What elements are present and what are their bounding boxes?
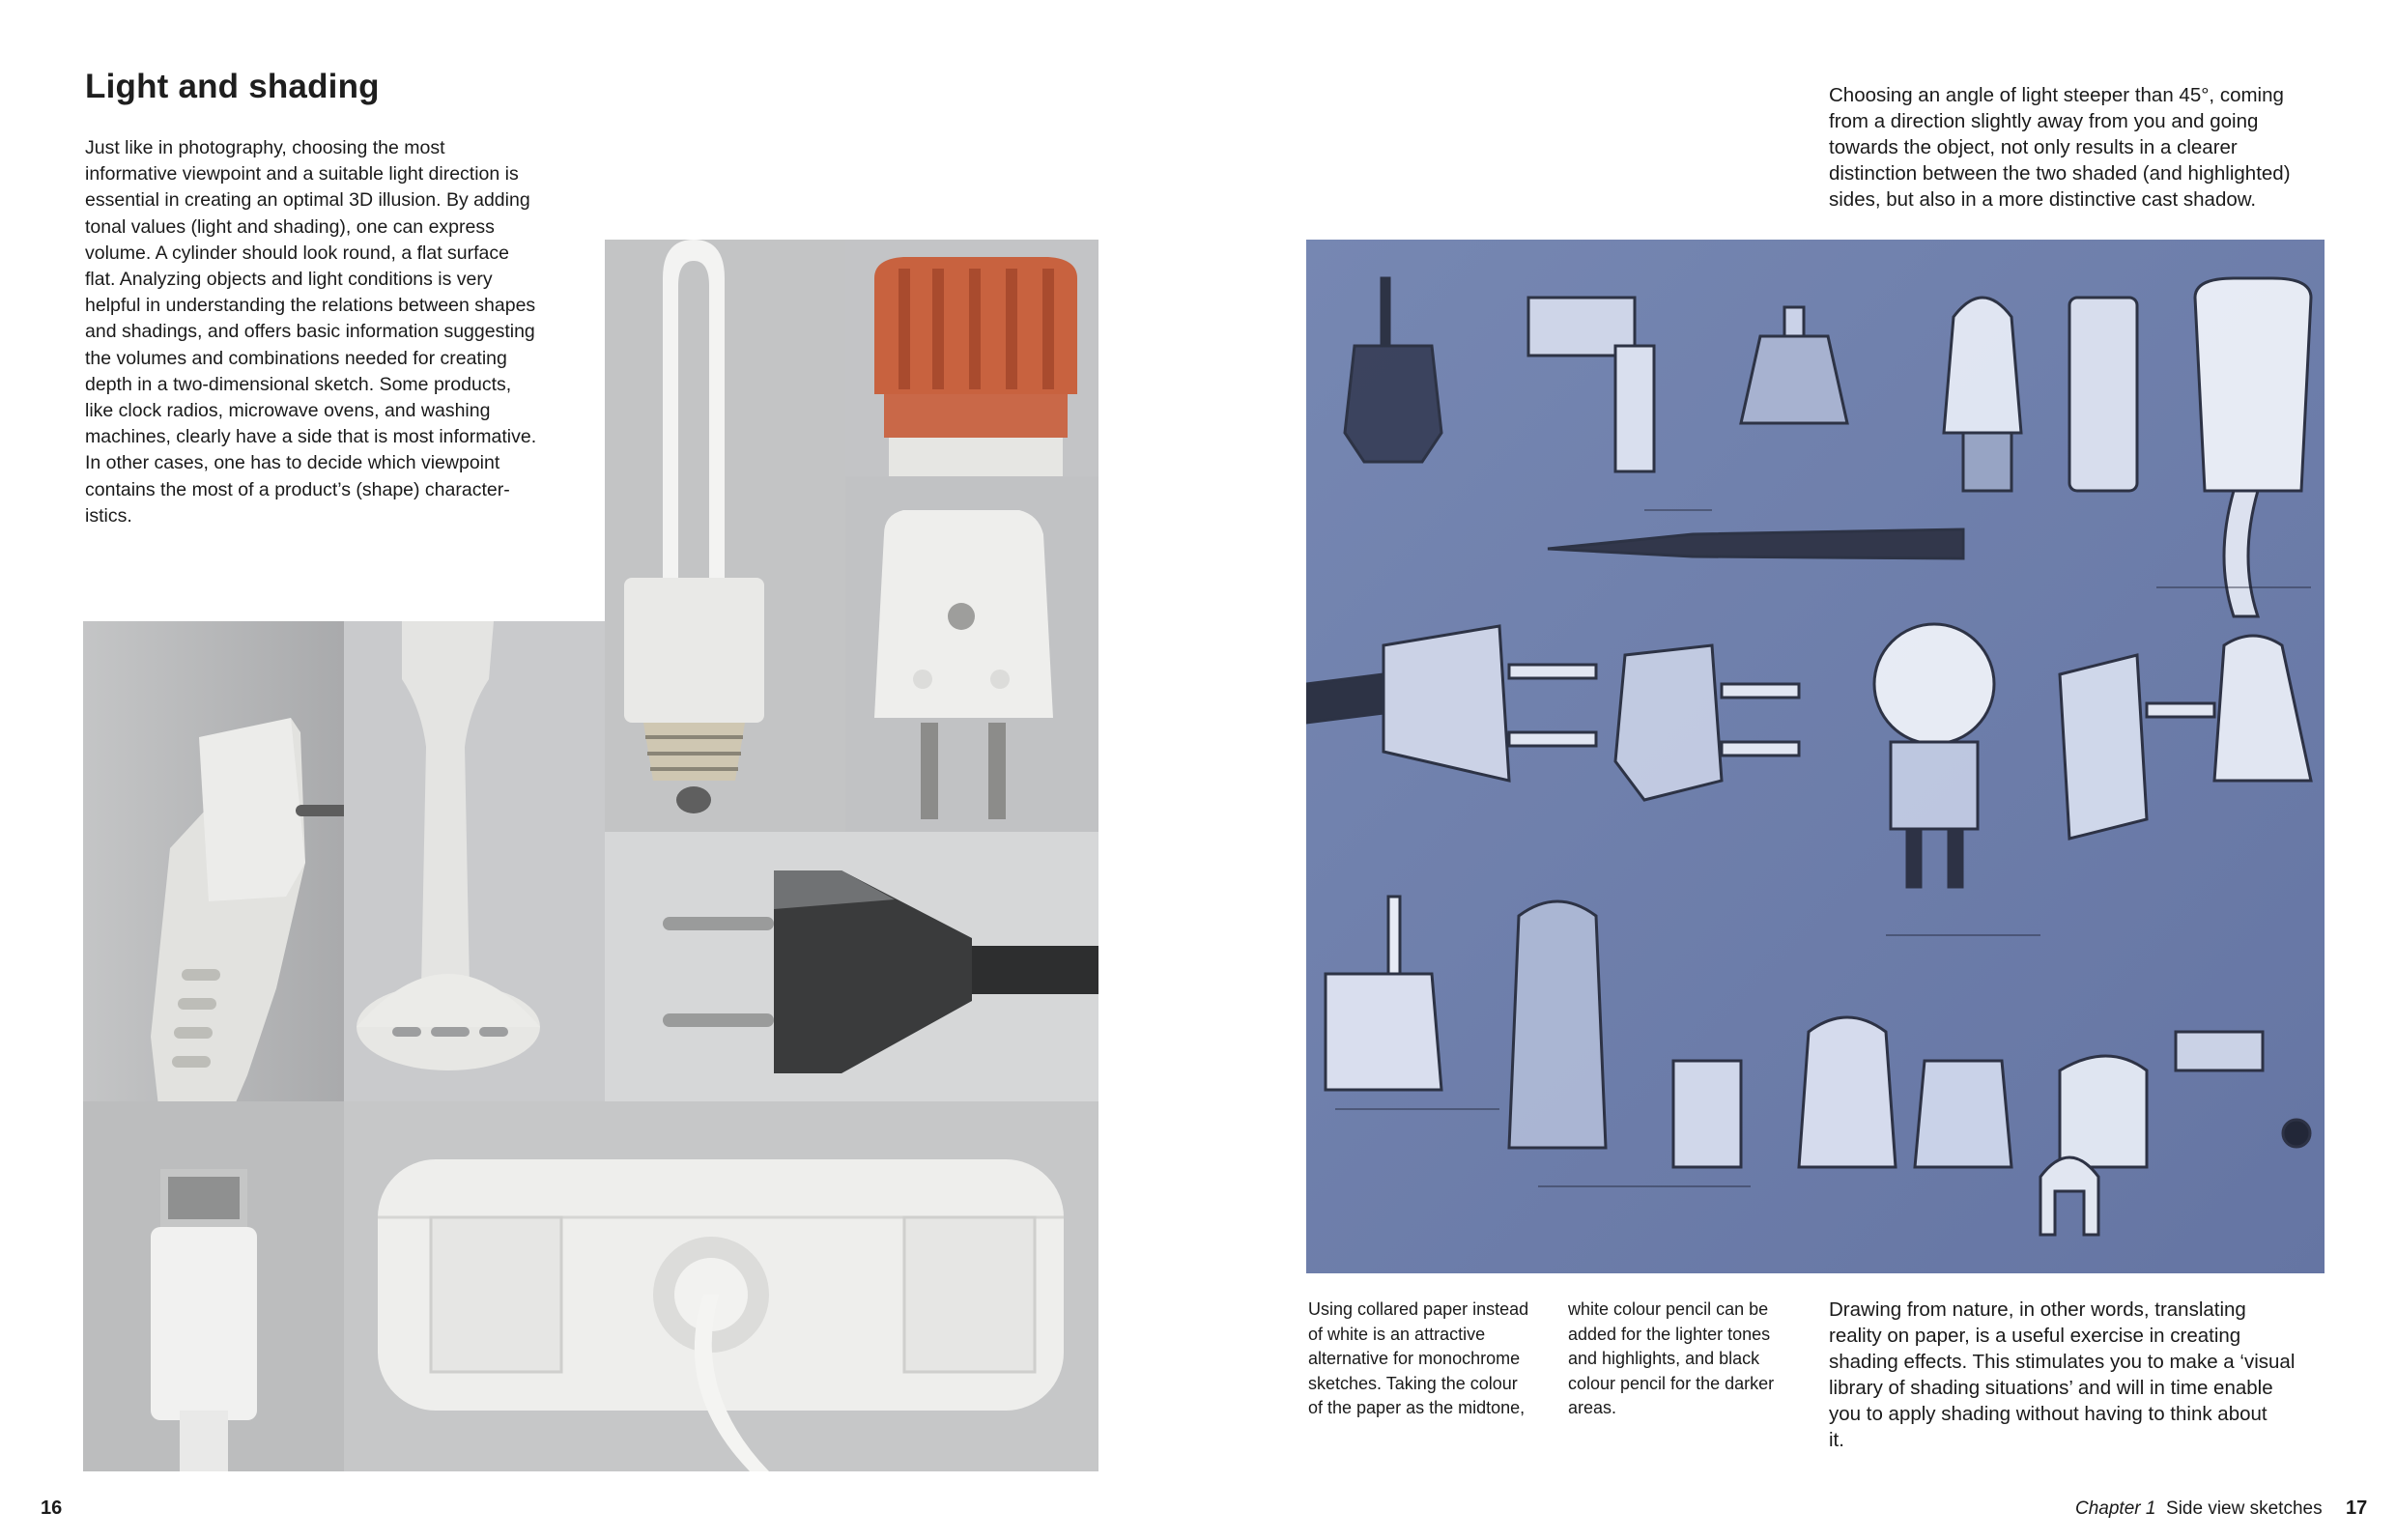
note-line: Choosing an angle of light steeper than 45°, coming bbox=[1829, 84, 2284, 106]
intro-line: essential in creating an optimal 3D illusion. By adding bbox=[85, 189, 530, 212]
hand-blender-photo bbox=[344, 621, 605, 1101]
intro-line: like clock radios, microwave ovens, and washing bbox=[85, 400, 491, 422]
orange-cap-photo bbox=[845, 240, 1098, 476]
intro-line: volume. A cylinder should look round, a flat surface bbox=[85, 242, 509, 264]
caption-line: Using collared paper instead bbox=[1308, 1299, 1529, 1319]
euro-plug-photo bbox=[605, 832, 1098, 1101]
caption-line: added for the lighter tones bbox=[1568, 1324, 1771, 1344]
light-angle-note bbox=[1829, 82, 2291, 213]
caption-line: white colour pencil can be bbox=[1568, 1299, 1769, 1319]
caption-line: colour pencil for the darker bbox=[1568, 1373, 1775, 1393]
caption-line: sketches. Taking the colour bbox=[1308, 1373, 1518, 1393]
intro-line: depth in a two-dimensional sketch. Some products, bbox=[85, 373, 512, 395]
page-title: Light and shading bbox=[85, 68, 380, 105]
cfl-bulb-photo bbox=[605, 240, 845, 832]
intro-line: the volumes and combinations needed for creating bbox=[85, 347, 507, 369]
intro-line: helpful in understanding the relations between shapes bbox=[85, 295, 536, 317]
intro-line: Just like in photography, choosing the most bbox=[85, 137, 445, 158]
note-line: towards the object, not only results in a clearer bbox=[1829, 136, 2238, 158]
power-adapter-photo bbox=[344, 1101, 1098, 1471]
white-plug-photo bbox=[845, 476, 1098, 832]
pencil-sketch-board bbox=[1306, 240, 2325, 1273]
note-line: from a direction slightly away from you and going bbox=[1829, 110, 2259, 132]
caption-column-1 bbox=[1308, 1298, 1528, 1421]
micro-usb-photo bbox=[83, 1101, 344, 1471]
caption-line: and highlights, and black bbox=[1568, 1349, 1760, 1368]
page-number-left: 16 bbox=[41, 1497, 63, 1519]
caption-line: of the paper as the midtone, bbox=[1308, 1398, 1526, 1417]
note-line: Drawing from nature, in other words, translating bbox=[1829, 1298, 2246, 1321]
intro-line: informative viewpoint and a suitable light direction is bbox=[85, 163, 519, 185]
intro-line: In other cases, one has to decide which viewpoint bbox=[85, 452, 500, 474]
note-line: sides, but also in a more distinctive cast shadow. bbox=[1829, 188, 2257, 211]
chapter-label: Chapter 1 bbox=[2075, 1498, 2156, 1519]
note-line: distinction between the two shaded (and highlighted) bbox=[1829, 162, 2291, 185]
nature-drawing-note bbox=[1829, 1297, 2295, 1453]
caption-line: areas. bbox=[1568, 1398, 1617, 1417]
intro-line: contains the most of a product’s (shape) character- bbox=[85, 478, 510, 500]
page-number-right: 17 bbox=[2346, 1497, 2368, 1519]
intro-line: and shadings, and offers basic information suggesting bbox=[85, 321, 535, 343]
caption-column-2 bbox=[1568, 1298, 1774, 1421]
intro-line: flat. Analyzing objects and light conditions is very bbox=[85, 269, 493, 291]
chapter-title: Side view sketches bbox=[2166, 1498, 2323, 1519]
intro-paragraph bbox=[85, 135, 587, 529]
note-line: shading effects. This stimulates you to make a ‘visual bbox=[1829, 1351, 2296, 1373]
note-line: library of shading situations’ and will in time enable bbox=[1829, 1377, 2273, 1399]
intro-line: istics. bbox=[85, 504, 132, 527]
intro-line: tonal values (light and shading), one can express bbox=[85, 215, 495, 238]
running-footer bbox=[2075, 1498, 2323, 1520]
caption-line: alternative for monochrome bbox=[1308, 1349, 1521, 1368]
caption-line: of white is an attractive bbox=[1308, 1324, 1486, 1344]
intro-line: machines, clearly have a side that is most informative. bbox=[85, 426, 537, 448]
note-line: you to apply shading without having to think about bbox=[1829, 1403, 2268, 1425]
note-line: reality on paper, is a useful exercise in creating bbox=[1829, 1325, 2241, 1347]
note-line: it. bbox=[1829, 1429, 1844, 1451]
